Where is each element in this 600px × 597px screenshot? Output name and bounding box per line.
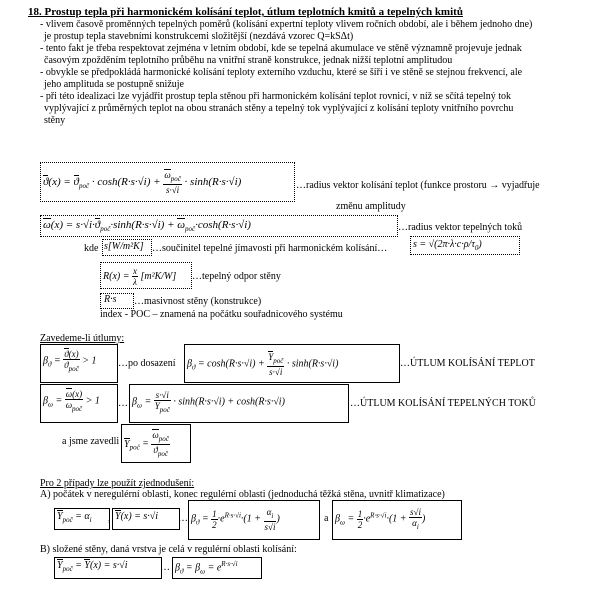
case-a-beta-omega: $\beta_\omega$ = $\frac{1}{2}$ $\cdot e^{R\cdot s\cdot√i}\cdot(1$ + $\frac{s√i}{\alpha_i}$ ) (335, 507, 426, 531)
bullet-line: - obvykle se předpokládá harmonické kolísání teploty externího vzduchu, které se šíří i ve stěně se stejnou frekvencí, ale (40, 67, 523, 78)
note-mass: …masivnost stěny (konstrukce) (134, 296, 262, 307)
case-b-y: $Y_{poč} = Y(x) = s\cdot√i$ (57, 560, 128, 573)
beta-omega-def: $\beta_\omega$ = $\frac{\omega(x)}{\omega_{poč}}$ > 1 (43, 389, 100, 413)
page-title: 18. Prostup tepla při harmonickém kolísání teplot, útlum teplotních kmitů a tepelných kmitů (28, 6, 463, 18)
formula-theta: $ϑ(x) = ϑ_{poč} \cdot \cosh(R\cdot s\cdot√i)$ + $\frac{\omega_{poč}}{s\cdot√i}$ · sinh(R·s·√i) (43, 170, 242, 195)
po-dosazeni: …po dosazení (118, 358, 176, 369)
zavedli: a jsme zavedli (62, 436, 120, 447)
bullet-line: - při této idealizaci lze vyjádřit prostup tepla stěnou při harmonickém kolísání teplot rovnicí, v níž se sčítá tepelný tok (40, 91, 511, 102)
note-coefficient: …součinitel tepelné jímavosti při harmonickém kolísání… (152, 243, 388, 254)
beta-omega-formula: $\beta_\omega$ = $\frac{s\cdot√i}{Y_{poč}}$ · sinh(R·s·√i) + cosh(R·s·√i) (132, 390, 285, 414)
label-utlum-toku: …ÚTLUM KOLÍSÁNÍ TEPELNÝCH TOKŮ (350, 398, 536, 409)
note-heat-flux: …radius vektor tepelných toků (398, 222, 523, 233)
ellipsis: , (108, 513, 111, 524)
case-a-y1: $Y_{poč} = \alpha_i$ (57, 511, 92, 524)
bullet-line: stěny (44, 115, 66, 126)
bullet-line: - tento fakt je třeba respektovat zejména v letním období, kde se tepelná akumulace ve stěně významně projevuje jednak (40, 43, 522, 54)
case-a-beta-theta: $\beta_ϑ$ = $\frac{1}{2}$ $\cdot e^{R\cdot s\cdot√i}\cdot(1$ + $\frac{\alpha_i}{s√i}$ ) (191, 507, 280, 532)
bullet-line: časovým zpožděním teplotního průběhu na vnitřní straně konstrukce, jednak nižší teplotní amplitudou (44, 55, 453, 66)
case-a: A) počátek v neregulérní oblasti, konec regulérní oblasti (jednoduchá těžká stěna, uvnitř klimatizace) (40, 489, 445, 500)
formula-s: s[W/m²K] (104, 241, 144, 252)
kde-label: kde (84, 243, 99, 254)
formula-omega: $\omega(x) = s\cdot√i\cdot ϑ_{poč}\cdot\sinh(R\cdot s\cdot√i) + \omega_{poč}\cdot\cosh(R\cdot s\cdot√i)$ (43, 219, 251, 234)
beta-theta-def: $\beta_ϑ$ = $\frac{ϑ(x)}{ϑ_{poč}}$ > 1 (43, 349, 97, 373)
formula-rs: R·s (104, 294, 117, 305)
ellipsis: … (178, 513, 188, 524)
label-utlum-teplot: …ÚTLUM KOLÍSÁNÍ TEPLOT (400, 358, 535, 369)
bullet-line: jeho amplituda se postupně snižuje (44, 79, 184, 90)
beta-theta-formula: $\beta_ϑ = \cosh(R\cdot s\cdot√i)$ + $\frac{Y_{poč}}{s\cdot√i}$ · sinh(R·s·√i) (187, 352, 339, 377)
case-b: B) složené stěny, daná vrstva je celá v regulérní oblasti kolísání: (40, 544, 297, 555)
note-change-amplitude: změnu amplitudy (336, 201, 406, 212)
cases-heading: Pro 2 případy lze použít zjednodušení: (40, 478, 195, 489)
ellipsis: … (160, 562, 170, 573)
bullet-line: - vlivem časově proměnných tepelných poměrů (kolísání expertní teploty vlivem ročních období, ale i během jednoho dne) (40, 19, 533, 30)
case-a-y2: Y(x) = s·√i (115, 511, 159, 522)
formula-r: R(x) = $\frac{x}{\lambda}$ [m²K/W] (103, 266, 177, 287)
y-poc-def: $Y_{poč}$ = $\frac{\omega_{poč}}{ϑ_{poč}}$ (124, 430, 169, 458)
bullet-line: je prostup tepla stavebními konstrukcemi složitější (nezdává vzorec Q=kSΔt) (44, 31, 354, 42)
case-a-and: a (324, 513, 329, 524)
ellipsis: … (118, 398, 128, 409)
note-radius-vector: …radius vektor kolísání teplot (funkce prostoru → vyjadřuje (296, 180, 540, 191)
note-index: index - POC – znamená na počátku souřadnicového systému (100, 309, 343, 320)
note-resistance: …tepelný odpor stěny (192, 271, 281, 282)
case-b-beta: $\beta_ϑ = \beta_\omega = e^{R\cdot s\cdot√i}$ (175, 560, 238, 576)
formula-s2: $s = √(2\pi\cdot\lambda\cdot c\cdot\rho/\tau_0)$ (413, 239, 482, 252)
bullet-line: vyplývající z průměrných teplot na obou stranách stěny a tepelný tok vyplývající z kolísání teploty vnitřního povrchu (44, 103, 514, 114)
attenuation-heading: Zavedeme-li útlumy: (40, 333, 125, 344)
